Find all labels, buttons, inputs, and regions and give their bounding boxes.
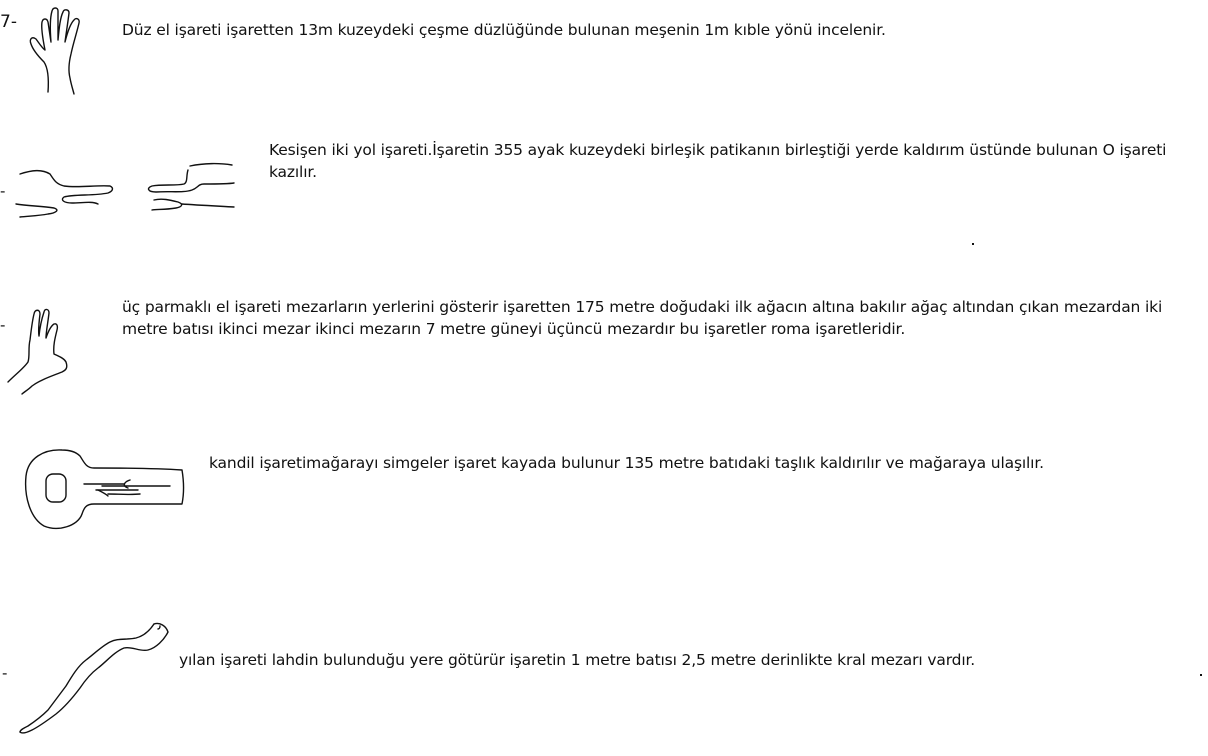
- sign-3-text: üç parmaklı el işareti mezarların yerlerini gösterir işaretten 175 metre doğudaki ilk ağacın altına bakılır ağaç altından çıkan mezardan iki metre batısı ikinci mezar ikinci mezarın 7 metre güneyi üçüncü mezardır bu işaretler roma işaretleridir.: [122, 298, 1163, 338]
- snake-icon: [14, 618, 174, 742]
- sign-5-text: yılan işareti lahdin bulunduğu yere götürür işaretin 1 metre batısı 2,5 metre derinlikte kral mezarı vardır.: [179, 651, 976, 669]
- sign-2-marker: -: [0, 182, 6, 200]
- stray-dot: [972, 243, 974, 245]
- sign-4-text: kandil işaretimağarayı simgeler işaret kayada bulunur 135 metre batıdaki taşlık kaldırılır ve mağaraya ulaşılır.: [209, 454, 1044, 472]
- sign-2-text: Kesişen iki yol işareti.İşaretin 355 ayak kuzeydeki birleşik patikanın birleştiği yerde kaldırım üstünde bulunan O işareti kazılır.: [269, 141, 1167, 181]
- sign-5-marker: -: [2, 664, 8, 682]
- sign-3-marker: -: [0, 316, 6, 334]
- crossing-roads-icon: [12, 160, 244, 222]
- oil-lamp-icon: [22, 446, 188, 532]
- three-finger-hand-icon: [6, 304, 72, 396]
- item-number: 7-: [0, 12, 17, 32]
- sign-1-text: Düz el işareti işaretten 13m kuzeydeki çeşme düzlüğünde bulunan meşenin 1m kıble yönü incelenir.: [122, 21, 886, 39]
- stray-dot-2: [1200, 674, 1202, 676]
- flat-hand-icon: [28, 6, 98, 96]
